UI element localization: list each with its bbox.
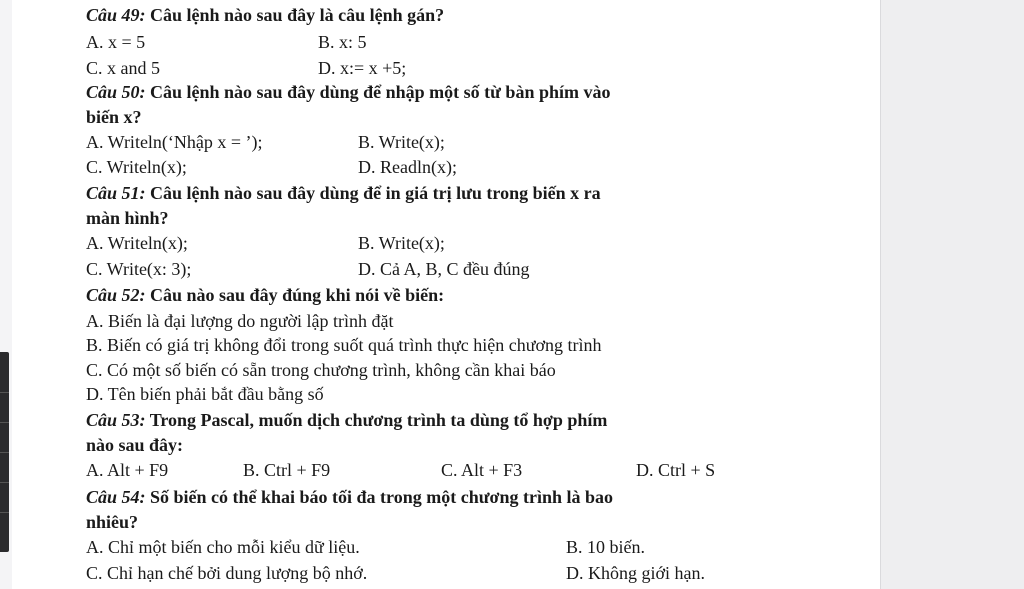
q53-option-a: A. Alt + F9: [86, 460, 169, 480]
q54-option-c: C. Chỉ hạn chế bởi dung lượng bộ nhớ.: [86, 563, 368, 583]
question-text-continued: biến x?: [86, 107, 142, 127]
question-51-title: [86, 182, 601, 204]
q49-option-d: D. x:= x +5;: [318, 58, 407, 78]
q51-option-a: A. Writeln(x);: [86, 233, 188, 253]
q50-option-b: B. Write(x);: [358, 132, 445, 152]
q50-option-d: D. Readln(x);: [358, 157, 457, 177]
q53-option-d: D. Ctrl + S: [636, 460, 716, 480]
q51-option-d: D. Cả A, B, C đều đúng: [358, 259, 530, 279]
q51-option-b: B. Write(x);: [358, 233, 445, 253]
question-52-title: [86, 284, 444, 306]
q49-option-c: C. x and 5: [86, 58, 160, 78]
question-text-continued: màn hình?: [86, 208, 169, 228]
question-number: Câu 53:: [86, 410, 146, 430]
q54-option-b: B. 10 biến.: [566, 537, 645, 557]
side-panel-handle[interactable]: [0, 352, 9, 552]
question-text: Câu lệnh nào sau đây là câu lệnh gán?: [150, 5, 445, 25]
question-text-continued: nào sau đây:: [86, 435, 184, 455]
handle-divider: [0, 422, 9, 423]
viewer-right-gutter: [880, 0, 1024, 589]
q52-option-a: A. Biến là đại lượng do người lập trình đặt: [86, 311, 394, 331]
question-54-title: [86, 486, 613, 508]
q53-option-b: B. Ctrl + F9: [243, 460, 331, 480]
question-50-title: [86, 81, 610, 103]
q50-option-a: A. Writeln(‘Nhập x = ’);: [86, 132, 263, 152]
question-number: Câu 50:: [86, 82, 146, 102]
q49-option-b: B. x: 5: [318, 32, 367, 52]
handle-divider: [0, 512, 9, 513]
question-text: Trong Pascal, muốn dịch chương trình ta dùng tổ hợp phím: [149, 410, 608, 430]
question-text: Số biến có thể khai báo tối đa trong một chương trình là bao: [150, 487, 614, 507]
q54-option-a: A. Chỉ một biến cho mỗi kiểu dữ liệu.: [86, 537, 360, 557]
question-text: Câu nào sau đây đúng khi nói về biến:: [150, 285, 445, 305]
q52-option-b: B. Biến có giá trị không đổi trong suốt quá trình thực hiện chương trình: [86, 335, 602, 355]
q52-option-c: C. Có một số biến có sẵn trong chương trình, không cần khai báo: [86, 360, 556, 380]
question-text: Câu lệnh nào sau đây dùng để in giá trị lưu trong biến x ra: [150, 183, 601, 203]
q49-option-a: A. x = 5: [86, 32, 146, 52]
question-number: Câu 51:: [86, 183, 146, 203]
question-text: Câu lệnh nào sau đây dùng để nhập một số từ bàn phím vào: [150, 82, 611, 102]
question-text-continued: nhiêu?: [86, 512, 139, 532]
handle-divider: [0, 452, 9, 453]
q54-option-d: D. Không giới hạn.: [566, 563, 706, 583]
question-49-title: [86, 4, 444, 26]
question-53-title: [86, 409, 607, 431]
handle-divider: [0, 482, 9, 483]
q53-option-c: C. Alt + F3: [441, 460, 523, 480]
q51-option-c: C. Write(x: 3);: [86, 259, 192, 279]
question-number: Câu 49:: [86, 5, 146, 25]
handle-divider: [0, 392, 9, 393]
question-number: Câu 52:: [86, 285, 146, 305]
q52-option-d: D. Tên biến phải bắt đầu bằng số: [86, 384, 324, 404]
question-number: Câu 54:: [86, 487, 146, 507]
q50-option-c: C. Writeln(x);: [86, 157, 187, 177]
